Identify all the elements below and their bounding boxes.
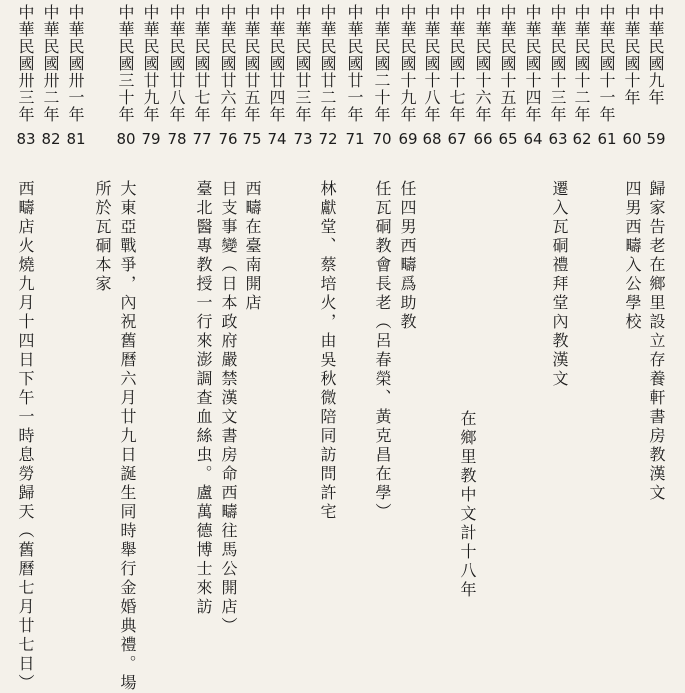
year-label: 中華民國十五年 [498, 4, 517, 123]
year-label: 中華民國廿七年 [192, 4, 211, 123]
year-label: 中華民國十二年 [572, 4, 591, 123]
age-number: 62 [572, 130, 592, 148]
age-number: 61 [597, 130, 617, 148]
year-label: 中華民國卅二年 [41, 4, 60, 123]
year-label: 中華民國廿六年 [218, 4, 237, 123]
year-label: 中華民國十九年 [398, 4, 417, 123]
year-label: 中華民國廿三年 [293, 4, 312, 123]
year-label: 中華民國二十年 [372, 4, 391, 123]
age-number: 70 [372, 130, 392, 148]
event-text: 西疇店火燒九月十四日下午一時息勞歸天（舊曆七月廿七日） [16, 180, 35, 693]
age-number: 65 [498, 130, 518, 148]
year-label: 中華民國廿九年 [141, 4, 160, 123]
year-label: 中華民國十八年 [422, 4, 441, 123]
event-text: 臺北醫專教授一行來澎調查血絲虫。盧萬德博士來訪 [194, 180, 213, 617]
year-label: 中華民國廿八年 [167, 4, 186, 123]
year-label: 中華民國廿四年 [267, 4, 286, 123]
year-label: 中華民國卅一年 [66, 4, 85, 123]
age-number: 76 [218, 130, 238, 148]
year-label: 中華民國廿二年 [318, 4, 337, 123]
year-label: 中華民國十三年 [548, 4, 567, 123]
year-label: 中華民國九年 [646, 4, 665, 106]
year-label: 中華民國廿五年 [242, 4, 261, 123]
year-label: 中華民國十一年 [597, 4, 616, 123]
event-text: 所於瓦硐本家 [93, 180, 112, 294]
age-number: 66 [473, 130, 493, 148]
year-label: 中華民國十年 [622, 4, 641, 106]
age-number: 75 [242, 130, 262, 148]
event-text: 任四男西疇爲助教 [398, 180, 417, 332]
age-number: 73 [293, 130, 313, 148]
event-text: 在鄉里教中文計十八年 [458, 410, 477, 600]
year-label: 中華民國三十年 [116, 4, 135, 123]
age-number: 59 [646, 130, 666, 148]
age-number: 79 [141, 130, 161, 148]
age-number: 72 [318, 130, 338, 148]
event-text: 日支事變（日本政府嚴禁漢文書房命西疇往馬公開店） [219, 180, 238, 636]
age-number: 78 [167, 130, 187, 148]
event-text: 林獻堂、蔡培火，由吳秋微陪同訪問許宅 [318, 180, 337, 522]
event-text: 任瓦硐教會長老（呂春榮、黃克昌在學） [373, 180, 392, 522]
event-text: 四男西疇入公學校 [623, 180, 642, 332]
age-number: 74 [267, 130, 287, 148]
year-label: 中華民國廿一年 [345, 4, 364, 123]
age-number: 82 [41, 130, 61, 148]
year-label: 中華民國十七年 [447, 4, 466, 123]
age-number: 63 [548, 130, 568, 148]
year-label: 中華民國十六年 [473, 4, 492, 123]
age-number: 69 [398, 130, 418, 148]
event-text: 遷入瓦硐禮拜堂內教漢文 [550, 180, 569, 389]
year-label: 中華民國十四年 [523, 4, 542, 123]
event-text: 大東亞戰爭，內祝舊曆六月廿九日誕生同時舉行金婚典禮。場 [118, 180, 137, 693]
age-number: 81 [66, 130, 86, 148]
event-text: 西疇在臺南開店 [243, 180, 262, 313]
age-number: 64 [523, 130, 543, 148]
year-label: 中華民國卅三年 [16, 4, 35, 123]
age-number: 71 [345, 130, 365, 148]
age-number: 60 [622, 130, 642, 148]
age-number: 67 [447, 130, 467, 148]
age-number: 68 [422, 130, 442, 148]
age-number: 77 [192, 130, 212, 148]
age-number: 83 [16, 130, 36, 148]
age-number: 80 [116, 130, 136, 148]
event-text: 歸家告老在鄉里設立存養軒書房教漢文 [647, 180, 666, 503]
